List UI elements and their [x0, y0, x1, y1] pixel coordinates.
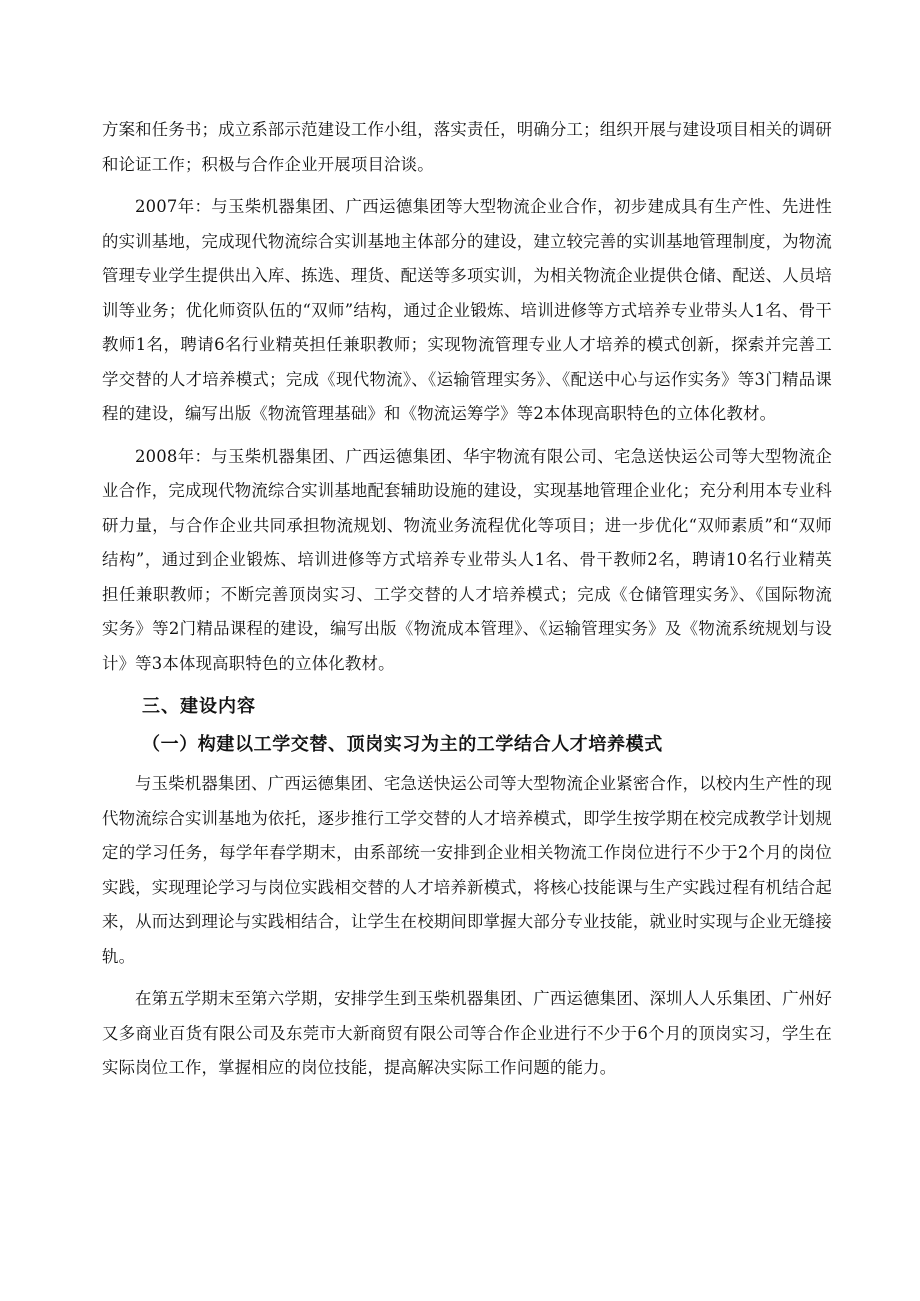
paragraph-2008: 2008年：与玉柴机器集团、广西运德集团、华宇物流有限公司、宅急送快运公司等大型物流企业合作，完成现代物流综合实训基地配套辅助设施的建设，实现基地管理企业化；充分利用本专业科研力量，与合作企业共同承担物流规划、物流业务流程优化等项目；进一步优化“双师素质”和“双师结构”，通过到企业锻炼、培训进修等方式培养专业带头人1名、骨干教师2名，聘请10名行业精英担任兼职教师；不断完善顶岗实习、工学交替的人才培养模式；完成《仓储管理实务》、《国际物流实务》等2门精品课程的建设，编写出版《物流成本管理》、《运输管理实务》及《物流系统规划与设计》等3本体现高职特色的立体化教材。 [102, 446, 832, 673]
paragraph-plan-tasks: 方案和任务书；成立系部示范建设工作小组，落实责任，明确分工；组织开展与建设项目相关的调研和论证工作；积极与合作企业开展项目洽谈。 [102, 120, 832, 174]
paragraph-2007: 2007年：与玉柴机器集团、广西运德集团等大型物流企业合作，初步建成具有生产性、先进性的实训基地，完成现代物流综合实训基地主体部分的建设，建立较完善的实训基地管理制度，为物流管理专业学生提供出入库、拣选、理货、配送等多项实训，为相关物流企业提供仓储、配送、人员培训等业务；优化师资队伍的“双师”结构，通过企业锻炼、培训进修等方式培养专业带头人1名、骨干教师1名，聘请6名行业精英担任兼职教师；实现物流管理专业人才培养的模式创新，探索并完善工学交替的人才培养模式；完成《现代物流》、《运输管理实务》、《配送中心与运作实务》等3门精品课程的建设，编写出版《物流管理基础》和《物流运筹学》等2本体现高职特色的立体化教材。 [102, 197, 832, 423]
paragraph-work-study-alternation: 与玉柴机器集团、广西运德集团、宅急送快运公司等大型物流企业紧密合作，以校内生产性的现代物流综合实训基地为依托，逐步推行工学交替的人才培养模式，即学生按学期在校完成教学计划规定的学习任务，每学年春学期末，由系部统一安排到企业相关物流工作岗位进行不少于2个月的岗位实践，实现理论学习与岗位实践相交替的人才培养新模式，将核心技能课与生产实践过程有机结合起来，从而达到理论与实践相结合，让学生在校期间即掌握大部分专业技能，就业时实现与企业无缝接轨。 [102, 774, 832, 966]
subsection-heading-training-model: （一）构建以工学交替、顶岗实习为主的工学结合人才培养模式 [142, 734, 663, 755]
section-heading-construction-content: 三、建设内容 [142, 696, 256, 717]
document-body [102, 113, 832, 1094]
paragraph-internship: 在第五学期末至第六学期，安排学生到玉柴机器集团、广西运德集团、深圳人人乐集团、广州好又多商业百货有限公司及东莞市大新商贸有限公司等合作企业进行不少于6个月的顶岗实习，学生在实际岗位工作，掌握相应的岗位技能，提高解决实际工作问题的能力。 [102, 989, 832, 1077]
